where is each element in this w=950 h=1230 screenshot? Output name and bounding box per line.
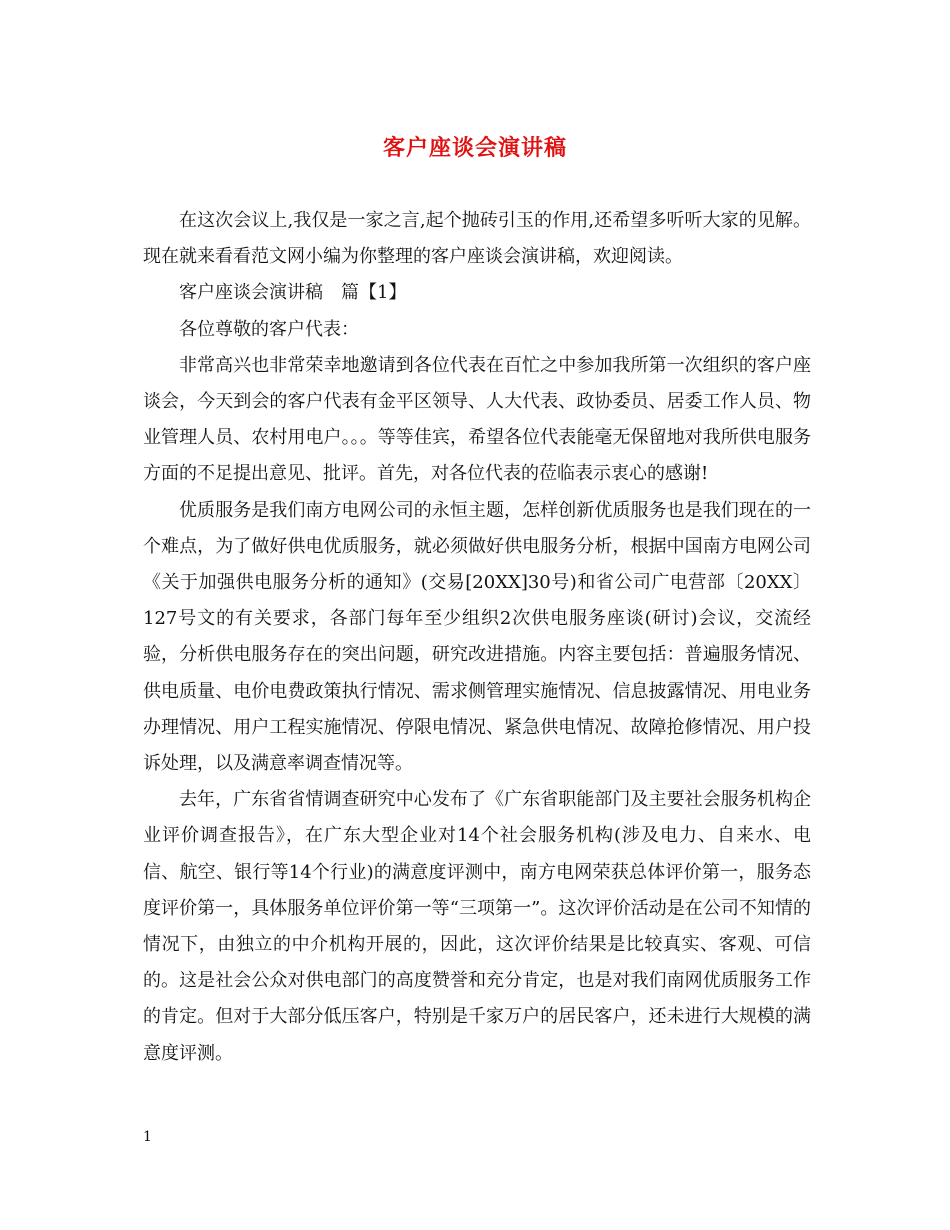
paragraph-service-analysis: 优质服务是我们南方电网公司的永恒主题，怎样创新优质服务也是我们现在的一个难点，为了做好供电优质服务，就必须做好供电服务分析，根据中国南方电网公司《关于加强供电服务分析的通知》(交易[20XX]30号)和省公司广电营部〔20XX〕127号文的有关要求，各部门每年至少组织2次供电服务座谈(研讨)会议，交流经验，分析供电服务存在的突出问题，研究改进措施。内容主要包括：普遍服务情况、供电质量、电价电费政策执行情况、需求侧管理实施情况、信息披露情况、用电业务办理情况、用户工程实施情况、停限电情况、紧急供电情况、故障抢修情况、用户投诉处理，以及满意率调查情况等。 — [143, 499, 811, 775]
paragraph-section-heading: 客户座谈会演讲稿 篇【1】 — [179, 282, 407, 304]
page-number: 1 — [143, 1129, 152, 1145]
document-title: 客户座谈会演讲稿 — [382, 135, 567, 161]
paragraph-intro: 在这次会议上,我仅是一家之言,起个抛砖引玉的作用,还希望多听听大家的见解。现在就来看看范文网小编为你整理的客户座谈会演讲稿，欢迎阅读。 — [143, 210, 811, 268]
paragraph-welcome: 非常高兴也非常荣幸地邀请到各位代表在百忙之中参加我所第一次组织的客户座谈会，今天到会的客户代表有金平区领导、人大代表、政协委员、居委工作人员、物业管理人员、农村用电户。。。等等佳宾，希望各位代表能毫无保留地对我所供电服务方面的不足提出意见、批评。首先，对各位代表的莅临表示衷心的感谢! — [143, 354, 811, 485]
paragraph-evaluation: 去年，广东省省情调查研究中心发布了《广东省职能部门及主要社会服务机构企业评价调查报告》，在广东大型企业对14个社会服务机构(涉及电力、自来水、电信、航空、银行等14个行业)的满意度评测中，南方电网荣获总体评价第一，服务态度评价第一，具体服务单位评价第一等“三项第一”。这次评价活动是在公司不知情的情况下，由独立的中介机构开展的，因此，这次评价结果是比较真实、客观、可信的。这是社会公众对供电部门的高度赞誉和充分肯定，也是对我们南网优质服务工作的肯定。但对于大部分低压客户，特别是千家万户的居民客户，还未进行大规模的满意度评测。 — [143, 789, 811, 1064]
paragraph-salutation: 各位尊敬的客户代表： — [179, 318, 359, 340]
document-body — [143, 203, 811, 1072]
